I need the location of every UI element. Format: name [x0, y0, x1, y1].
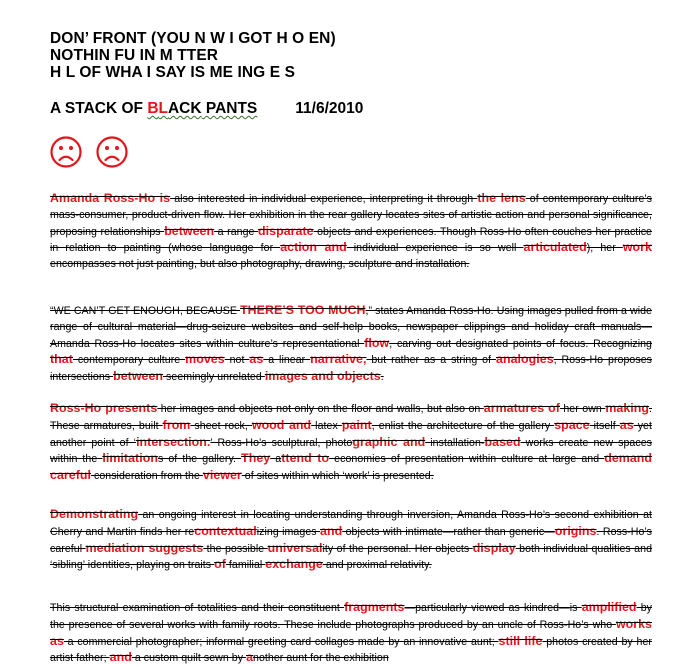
struck-text: familial: [225, 559, 266, 572]
highlight-word: images and objects: [264, 369, 381, 384]
sad-faces: [50, 136, 652, 170]
struck-text: not: [224, 354, 250, 367]
struck-text: . Ross-Ho’s careful: [50, 525, 652, 555]
paragraph-1: [50, 191, 652, 273]
heading-line-2: NOTHIN FU IN M TTER: [50, 47, 219, 64]
struck-text: installation-: [425, 436, 485, 449]
highlight-word: narrative,: [310, 352, 367, 367]
highlight-word: as: [619, 417, 634, 432]
title-prefix: A STACK OF: [50, 100, 148, 117]
highlight-word: paint: [341, 417, 372, 432]
highlight-word: action and: [280, 240, 347, 255]
struck-text: a commercial photographer; informal greeting card collages made by an innovative aunt;: [63, 635, 499, 648]
highlight-word: THERE’S TOO MUCH: [240, 303, 366, 317]
struck-text: photos created by her artist father;: [50, 635, 652, 665]
highlight-word: works as: [50, 616, 652, 648]
struck-text: but rather as a string of: [366, 354, 497, 367]
highlight-word: articulated: [523, 240, 587, 255]
highlight-word: the lens: [477, 191, 526, 205]
highlight-word: between: [164, 223, 215, 238]
highlight-word: disparate: [258, 223, 314, 238]
paragraph-4: [50, 507, 652, 574]
struck-text: a range: [214, 225, 259, 238]
struck-text: also interested in individual experience, interpreting it through: [170, 193, 478, 205]
struck-text: encompasses not just painting, but also photography, drawing, sculpture and installation.: [50, 258, 470, 271]
struck-text: of contemporary culture’s mass-consumer, product-driven flow. Her exhibition in the rear gallery locates sites of artistic action and personal significance, proposing relationships: [50, 193, 652, 238]
heading-line-3: H L OF WHA I SAY IS ME ING E S: [50, 64, 296, 81]
highlight-word: contextual: [194, 523, 257, 538]
struck-text: a linear: [263, 354, 311, 367]
highlight-word: universal: [267, 540, 323, 555]
highlight-word: analogies: [496, 352, 554, 367]
highlight-word: and: [320, 523, 343, 538]
struck-text: both individual qualities and ‘sibling’ identities, playing on traits: [50, 542, 653, 572]
document-page: [50, 30, 653, 665]
highlight-word: that: [50, 352, 73, 367]
highlight-word: Amanda Ross-Ho is: [50, 191, 171, 205]
struck-text: a: [270, 453, 282, 466]
highlight-word: display: [472, 540, 516, 555]
struck-text: economies of presentation within culture at large and: [329, 453, 605, 466]
title-line: [50, 100, 652, 118]
highlight-word: based: [484, 434, 521, 449]
struck-text: “WE CAN’T GET ENOUGH, BECAUSE: [50, 305, 241, 317]
highlight-word: flow: [364, 335, 390, 350]
struck-text: ), her: [586, 242, 623, 255]
highlight-word: limitation: [102, 451, 158, 466]
highlight-word: a: [246, 650, 254, 665]
struck-text: consideration from the: [90, 470, 203, 483]
highlight-word: still life: [498, 633, 543, 648]
title-letter-l: L: [158, 100, 168, 117]
highlight-word: graphic and: [352, 434, 426, 449]
struck-text: .: [380, 371, 384, 384]
struck-text: seemingly unrelated: [163, 371, 265, 384]
struck-text: objects and experiences. Though Ross-Ho often couches her practice in relation to painting (whose language for: [50, 225, 652, 255]
highlight-word: Ross-Ho presents: [50, 401, 158, 415]
paragraph-3: [50, 401, 652, 485]
highlight-word: armatures of: [483, 401, 560, 415]
highlight-word: work: [622, 240, 652, 255]
sad-face-icon: [96, 136, 128, 168]
struck-text: sheet rock,: [190, 419, 252, 432]
struck-text: and proximal relativity.: [322, 559, 432, 572]
struck-text: , Ross-Ho proposes intersections: [50, 354, 652, 384]
struck-text: latex: [311, 419, 342, 432]
highlight-word: mediation suggests: [85, 540, 204, 555]
highlight-word: amplified: [581, 600, 637, 614]
struck-text: her own: [559, 403, 606, 415]
struck-text: ,” states Amanda Ross-Ho. Using images pulled from a wide range of cultural material—drug-seizure websites and self-help books, newspaper clippings and holiday craft manuals—Amanda Ross-Ho locates sites within culture’s representational: [50, 305, 652, 350]
struck-text: . These armatures, built: [50, 403, 652, 432]
heading-line-1: DON’ FRONT (YOU N W I GOT H O EN): [50, 30, 336, 47]
title-letter-b: B: [147, 100, 159, 117]
struck-text: the possible: [203, 542, 268, 555]
struck-text: nother aunt for the exhibition: [253, 652, 389, 665]
highlight-word: They: [241, 451, 271, 466]
struck-text: individual experience is so well: [346, 242, 524, 255]
highlight-word: exchange: [265, 557, 323, 572]
highlight-word: making: [605, 401, 649, 415]
struck-text: s of the gallery.: [157, 453, 242, 466]
struck-text: izing images: [256, 525, 321, 538]
struck-text: , carving out designated points of focus. Recognizing: [389, 337, 652, 350]
highlight-word: ttend to: [281, 451, 330, 466]
struck-text: works create new spaces within the: [50, 436, 652, 466]
struck-text: an ongoing interest in locating understanding through inversion, Amanda Ross-Ho’s second exhibition at Cherry and Martin finds her re: [50, 509, 652, 538]
struck-text: her images and objects not only on the floor and walls, but also on: [157, 403, 484, 415]
struck-text: by the presence of several works with family roots. These include photographs produced by an uncle of Ross-Ho’s who: [50, 602, 652, 631]
highlight-word: moves: [185, 352, 225, 367]
title-date: 11/6/2010: [295, 100, 364, 117]
highlight-word: wood and: [251, 417, 312, 432]
struck-text: —particularly viewed as kindred—is: [404, 602, 582, 614]
highlight-word: viewer: [202, 468, 242, 483]
title-black: [147, 100, 201, 117]
struck-text: itself: [589, 419, 620, 432]
highlight-word: demand careful: [50, 451, 653, 483]
struck-text: ity of the personal. Her objects: [322, 542, 473, 555]
highlight-word: as: [249, 352, 264, 367]
highlight-word: of: [214, 557, 226, 572]
highlight-word: fragments: [344, 600, 405, 614]
highlight-word: space: [554, 417, 590, 432]
title-pants: PANTS: [201, 100, 258, 117]
struck-text: , enlist the architecture of the gallery: [371, 419, 555, 432]
highlight-word: intersection.: [136, 434, 211, 449]
highlight-word: and: [109, 650, 132, 665]
title-ack: ACK: [167, 100, 202, 117]
sad-face-icon: [50, 136, 82, 168]
struck-text: contemporary culture: [72, 354, 186, 367]
highlight-word: from: [162, 417, 191, 432]
struck-text: objects with intimate—rather than generic—: [342, 525, 555, 538]
highlight-word: Demonstrating: [50, 507, 139, 521]
highlight-word: origins: [554, 523, 597, 538]
highlight-word: between: [113, 369, 164, 384]
struck-text: This structural examination of totalities and their constituent: [50, 602, 345, 614]
struck-text: ’ Ross-Ho’s sculptural, photo: [210, 436, 353, 449]
struck-text: of sites within which ‘work’ is presented.: [241, 470, 434, 483]
struck-text: a custom quilt sewn by: [131, 652, 247, 665]
title-text: [50, 100, 257, 118]
paragraph-2: [50, 303, 652, 386]
struck-text: yet another point of ‘: [50, 419, 652, 449]
